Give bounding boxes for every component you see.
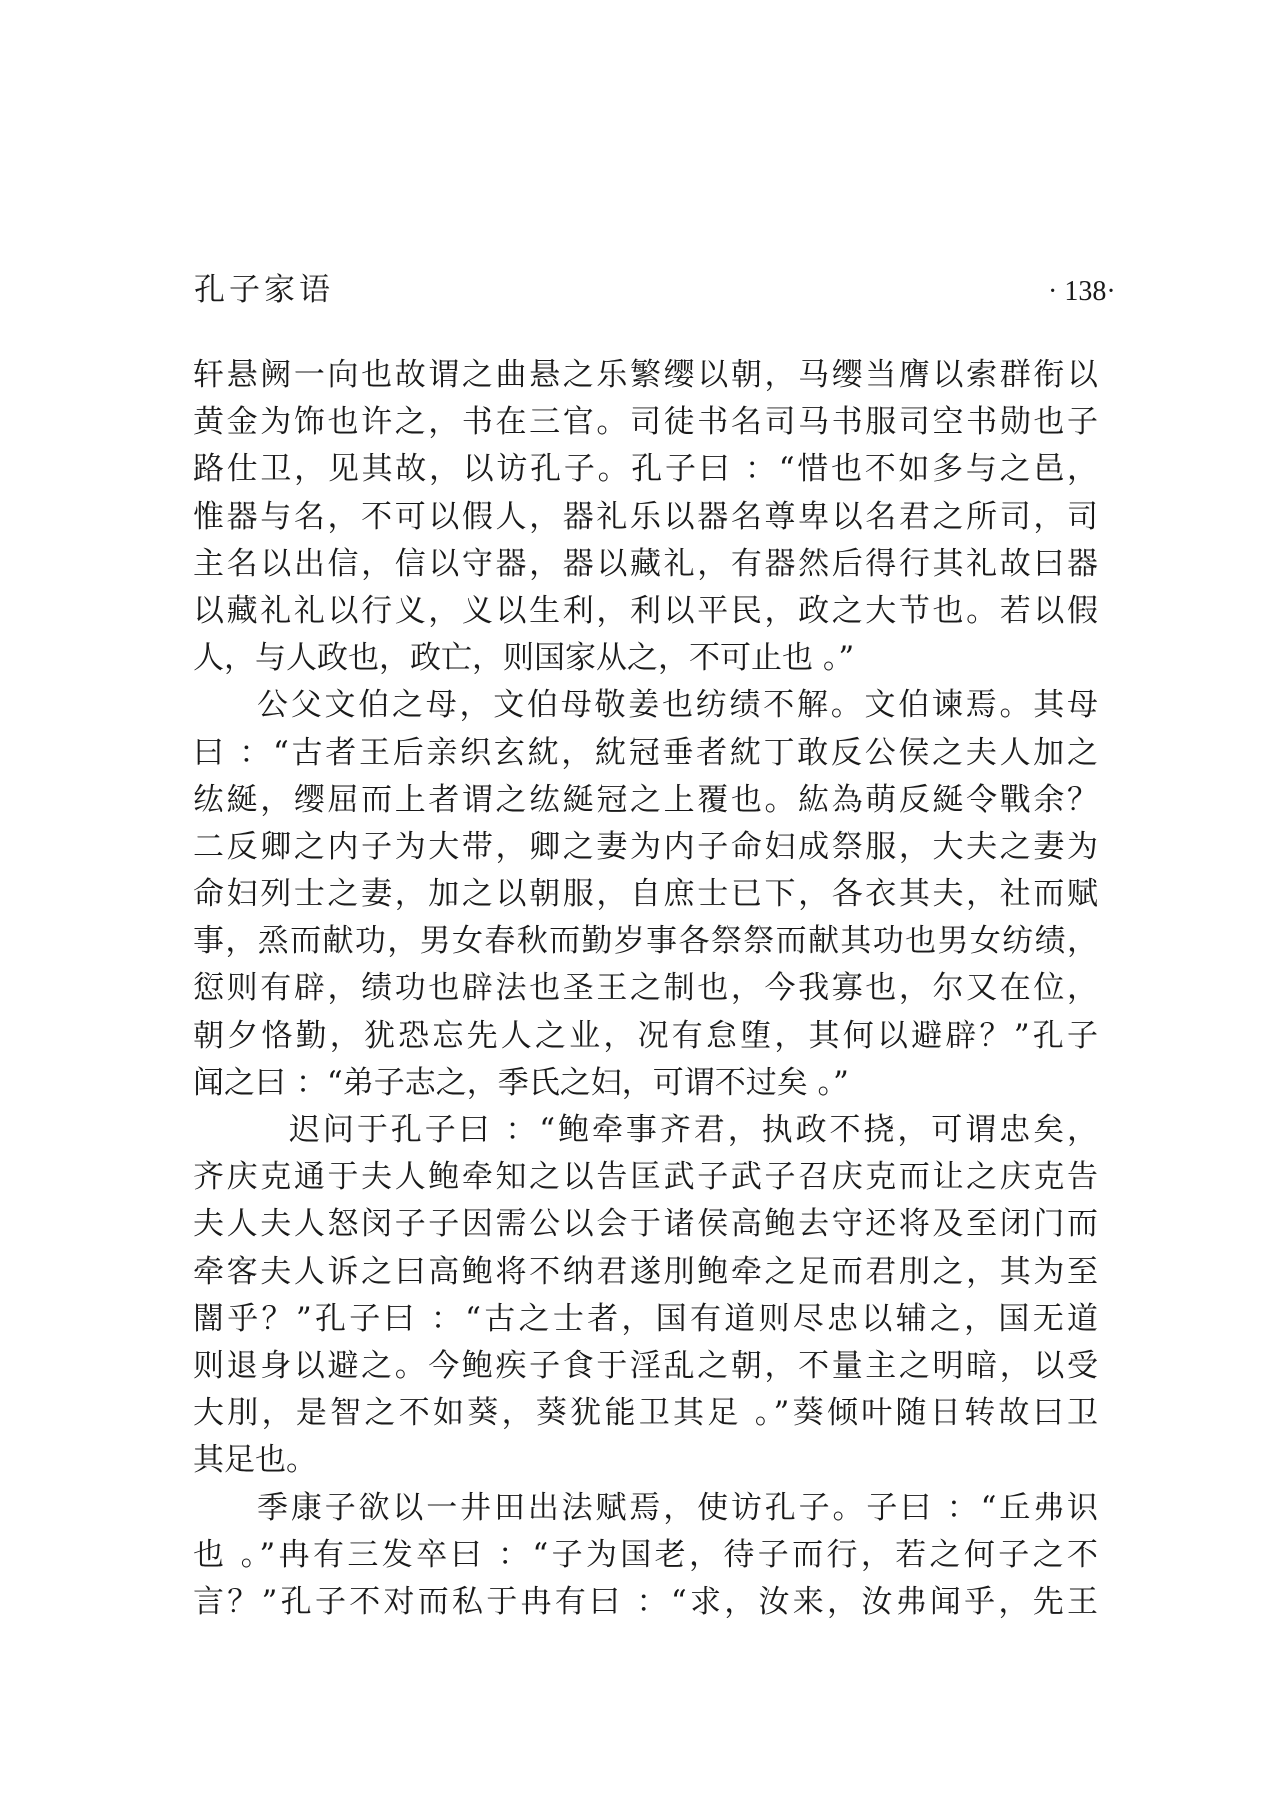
text-line: 路仕卫，见其故，以访孔子。孔子曰 ：“惜也不如多与之邑， bbox=[193, 451, 1098, 488]
text-line: 二反卿之内子为大带，卿之妻为内子命妇成祭服，大夫之妻为 bbox=[193, 828, 1098, 865]
text-line: 大刖，是智之不如葵，葵犹能卫其足 。”葵倾叶随日转故曰卫 bbox=[193, 1395, 1098, 1432]
text-line: 言？”孔子不对而私于冉有曰 ：“求，汝来，汝弗闻乎，先王 bbox=[193, 1583, 1098, 1620]
text-line: 惟器与名，不可以假人，器礼乐以器名尊卑以名君之所司，司 bbox=[193, 498, 1098, 535]
paragraph-start-line: 公父文伯之母，文伯母敬姜也纺绩不解。文伯谏焉。其母 bbox=[257, 687, 1098, 724]
text-line: 命妇列士之妻，加之以朝服，自庶士已下，各衣其夫，社而赋 bbox=[193, 876, 1098, 913]
body-text bbox=[193, 352, 1098, 1626]
text-line: 牵客夫人诉之曰高鲍将不纳君遂刖鲍牵之足而君刖之，其为至 bbox=[193, 1253, 1098, 1290]
text-line: 人，与人政也，政亡，则国家从之，不可止也 。” bbox=[193, 640, 855, 677]
paragraph-start-line: 迟问于孔子曰 ：“鲍牵事齐君，执政不挠，可谓忠矣， bbox=[289, 1112, 1098, 1148]
text-line: 曰 ：“古者王后亲织玄紞，紞冠垂者紞丁敢反公侯之夫人加之 bbox=[193, 734, 1098, 771]
text-line: 夫人夫人怒闵子子因需公以会于诸侯高鲍去守还将及至闭门而 bbox=[193, 1206, 1098, 1243]
text-line: 闇乎？”孔子曰 ：“古之士者，国有道则尽忠以辅之，国无道 bbox=[193, 1300, 1098, 1337]
paragraph-start-line: 季康子欲以一井田出法赋焉，使访孔子。子曰 ：“丘弗识 bbox=[257, 1489, 1098, 1526]
text-line: 朝夕恪勤，犹恐忘先人之业，况有怠堕，其何以避辟？”孔子 bbox=[193, 1017, 1098, 1054]
running-header-title: 孔子家语 bbox=[194, 272, 334, 308]
text-line: 轩悬阙一向也故谓之曲悬之乐繁缨以朝，马缨当膺以索群衔以 bbox=[193, 357, 1098, 393]
page-number: · 138· bbox=[1048, 276, 1116, 307]
text-line: 其足也。 bbox=[193, 1442, 317, 1479]
text-line: 愆则有辟，绩功也辟法也圣王之制也，今我寡也，尔又在位， bbox=[193, 970, 1098, 1007]
text-line: 事，烝而献功，男女春秋而勤岁事各祭祭而献其功也男女纺绩， bbox=[193, 923, 1098, 960]
text-line: 主名以出信，信以守器，器以藏礼，有器然后得行其礼故曰器 bbox=[193, 545, 1098, 582]
text-line: 闻之曰 ：“弟子志之，季氏之妇，可谓不过矣 。” bbox=[193, 1064, 849, 1101]
text-line: 齐庆克通于夫人鲍牵知之以告匡武子武子召庆克而让之庆克告 bbox=[193, 1159, 1098, 1196]
text-line: 黄金为饰也许之，书在三官。司徒书名司马书服司空书勋也子 bbox=[193, 404, 1098, 441]
text-line: 也 。”冉有三发卒曰 ：“子为国老，待子而行，若之何子之不 bbox=[193, 1536, 1098, 1573]
text-line: 以藏礼礼以行义，义以生利，利以平民，政之大节也。若以假 bbox=[193, 592, 1098, 629]
text-line: 纮綖，缨屈而上者谓之纮綖冠之上覆也。紘為萌反綖令戰余？ bbox=[193, 781, 1098, 818]
text-line: 则退身以避之。今鲍疾子食于淫乱之朝，不量主之明暗，以受 bbox=[193, 1347, 1098, 1384]
